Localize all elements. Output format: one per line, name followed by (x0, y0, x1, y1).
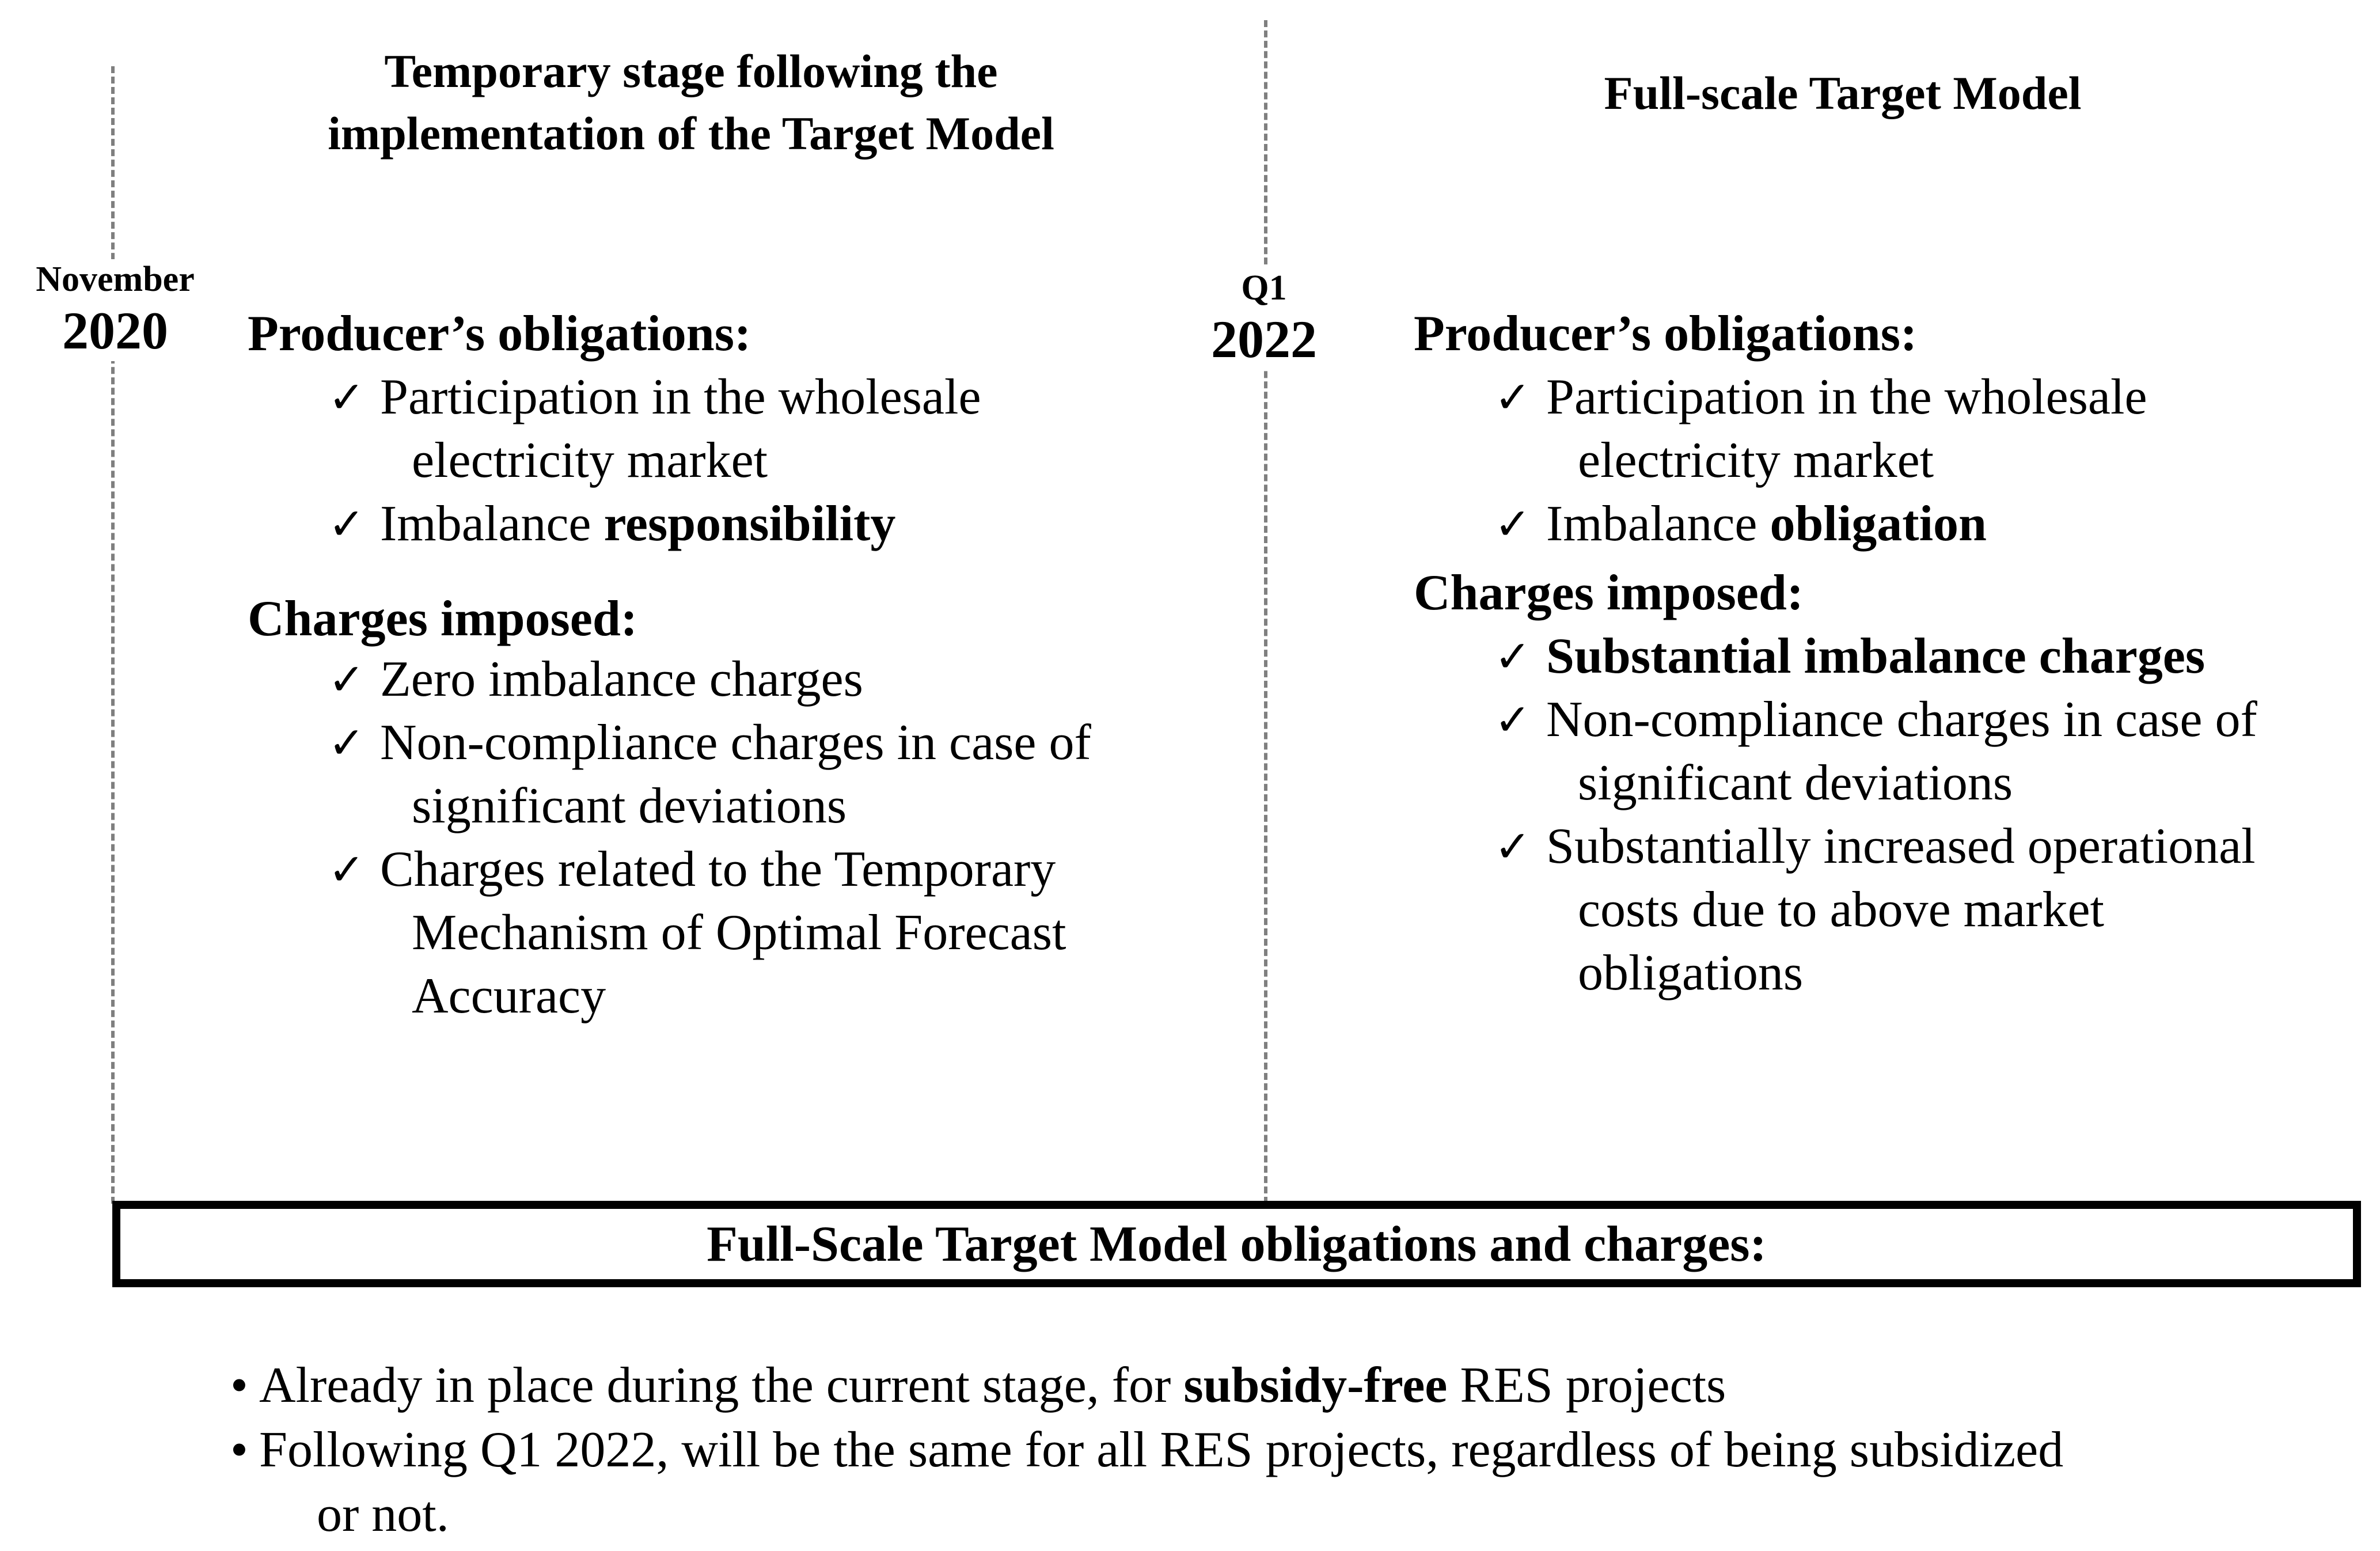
left-stage-title-line1: Temporary stage following the (384, 45, 998, 97)
checkmark-icon: ✓ (328, 844, 365, 895)
checkmark-icon: ✓ (1494, 694, 1531, 745)
list-item: • Already in place during the current stage, for subsidy-free RES projects (230, 1353, 2303, 1418)
right-charges-list (1494, 625, 2358, 1005)
list-item: ✓ Substantially increased operational costs due to above market obligations (1494, 815, 2358, 1005)
right-stage-title: Full-scale Target Model (1604, 67, 2082, 119)
checkmark-icon: ✓ (1494, 371, 1531, 423)
checkmark-icon: ✓ (328, 717, 365, 768)
list-item: ✓ Non-compliance charges in case of significant deviations (328, 711, 1250, 838)
bullet-icon: • (230, 1357, 248, 1413)
list-item: ✓ Participation in the wholesale electricity market (1494, 366, 2358, 492)
checkmark-icon: ✓ (328, 371, 365, 423)
left-stage-title (173, 40, 1209, 165)
left-charges-list (328, 648, 1250, 1028)
summary-bullets (230, 1353, 2303, 1547)
checkmark-icon: ✓ (1494, 498, 1531, 549)
timeline-divider-start (111, 66, 115, 1204)
right-obligations-heading: Producer’s obligations: (1414, 306, 1918, 362)
timeline-divider-mid (1264, 20, 1267, 1204)
right-obligations-list (1494, 366, 2358, 556)
summary-box-title: Full-Scale Target Model obligations and charges: (707, 1216, 1767, 1272)
list-item: ✓ Imbalance responsibility (328, 492, 1250, 556)
list-item: ✓ Participation in the wholesale electricity market (328, 366, 1250, 492)
list-item: ✓ Non-compliance charges in case of significant deviations (1494, 688, 2358, 815)
left-obligations-heading: Producer’s obligations: (248, 306, 751, 362)
left-charges-heading: Charges imposed: (248, 591, 638, 647)
marker-start-month: November (17, 259, 213, 300)
checkmark-icon: ✓ (328, 654, 365, 705)
bullet-icon: • (230, 1422, 248, 1478)
list-item: ✓ Charges related to the Temporary Mechanism of Optimal Forecast Accuracy (328, 838, 1250, 1028)
left-stage-title-line2: implementation of the Target Model (328, 107, 1054, 160)
list-item: ✓ Substantial imbalance charges (1494, 625, 2358, 688)
marker-mid-month: Q1 (1178, 268, 1350, 309)
list-item: • Following Q1 2022, will be the same for all RES projects, regardless of being subsidized or not. (230, 1418, 2303, 1547)
timeline-marker-mid (1178, 268, 1350, 370)
list-item: ✓ Imbalance obligation (1494, 492, 2358, 556)
checkmark-icon: ✓ (1494, 631, 1531, 682)
marker-mid-year: 2022 (1178, 309, 1350, 370)
full-scale-summary-box (112, 1201, 2361, 1287)
checkmark-icon: ✓ (328, 498, 365, 549)
left-obligations-list (328, 366, 1250, 556)
list-item: ✓ Zero imbalance charges (328, 648, 1250, 711)
timeline-marker-start (17, 259, 213, 361)
checkmark-icon: ✓ (1494, 821, 1531, 872)
marker-start-year: 2020 (17, 300, 213, 361)
right-charges-heading: Charges imposed: (1414, 565, 1804, 621)
